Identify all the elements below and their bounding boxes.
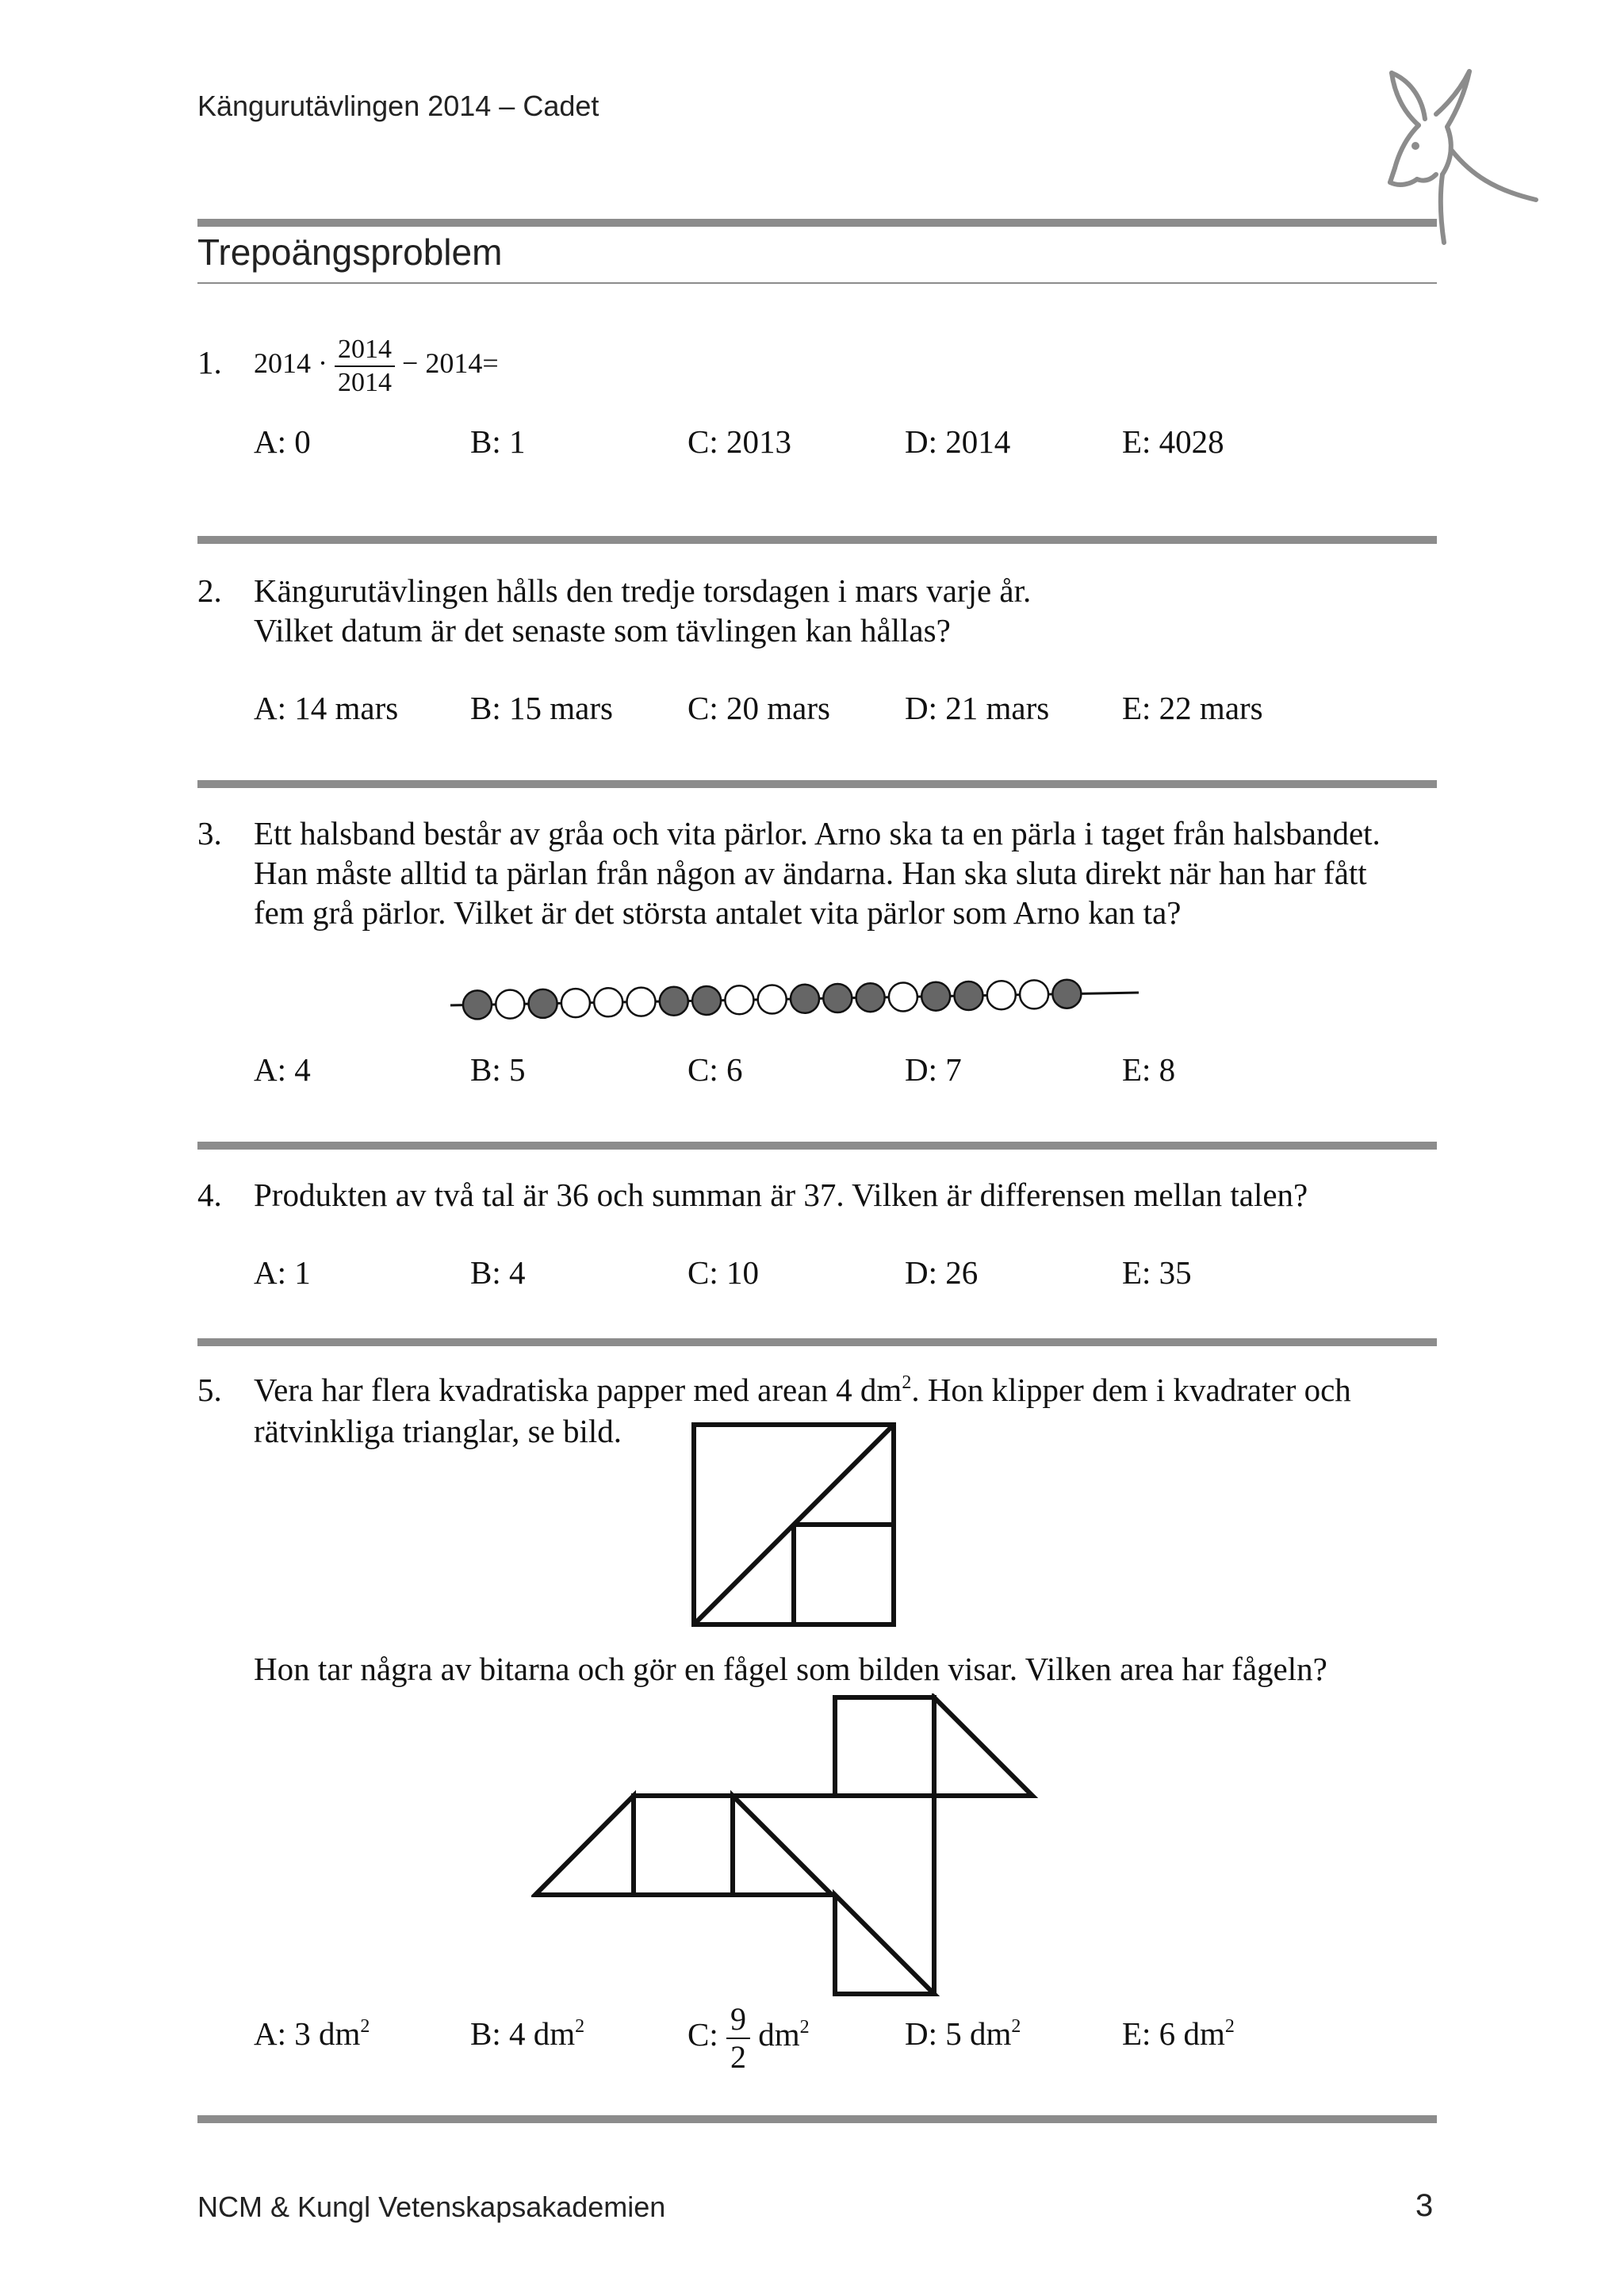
header-title: Kängurutävlingen 2014 – Cadet	[197, 90, 599, 122]
q3-option-c[interactable]: C: 6	[688, 1051, 743, 1088]
bird-neck-square	[835, 1697, 934, 1796]
q1-a: 2014	[254, 347, 311, 379]
page-number: 3	[1415, 2188, 1434, 2223]
q5-option-b[interactable]	[470, 2014, 584, 2053]
bird-tail-triangle	[535, 1796, 634, 1895]
q2-option-b[interactable]: B: 15 mars	[470, 690, 613, 726]
bead-grey	[791, 985, 819, 1013]
q5-question: Hon tar några av bitarna och gör en fågel som bilden visar. Vilken area har fågeln?	[254, 1651, 1327, 1687]
q5-option-d[interactable]	[905, 2014, 1021, 2053]
q5-line-1-rest: . Hon klipper dem i kvadrater och	[911, 1372, 1351, 1408]
q5-option-c-denominator: 2	[730, 2038, 746, 2075]
q3-line-1: Ett halsband består av gråa och vita pärlor. Arno ska ta en pärla i taget från halsbandet.	[254, 815, 1381, 851]
bird-head-triangle	[934, 1697, 1032, 1796]
q2-line-1: Kängurutävlingen hålls den tredje torsdagen i mars varje år.	[254, 572, 1032, 609]
q1-minus: −	[402, 347, 419, 379]
q2-option-a[interactable]: A: 14 mars	[254, 690, 399, 726]
bead-white	[561, 989, 590, 1017]
bead-grey	[660, 987, 688, 1016]
q1-denominator: 2014	[338, 367, 392, 397]
bead-white	[1020, 980, 1048, 1008]
q3-option-a[interactable]: A: 4	[254, 1051, 311, 1088]
q5-option-a-label: A: 3	[254, 2015, 311, 2052]
q5-option-d-label: D: 5	[905, 2015, 962, 2052]
divider-2	[197, 780, 1437, 788]
q2-number: 2.	[197, 572, 222, 609]
q5-option-b-label: B: 4	[470, 2015, 526, 2052]
q3-option-d[interactable]: D: 7	[905, 1051, 962, 1088]
q5-option-e-label: E: 6	[1122, 2015, 1176, 2052]
q5-option-d-sup: 2	[1011, 2016, 1021, 2037]
q5-option-b-unit: dm	[533, 2015, 576, 2052]
q1-b: 2014	[425, 347, 483, 379]
q5-number: 5.	[197, 1372, 222, 1408]
footer-publisher: NCM & Kungl Vetenskapsakademien	[197, 2191, 666, 2223]
bead-white	[889, 983, 917, 1012]
divider-1	[197, 536, 1437, 544]
divider-5	[197, 2115, 1437, 2123]
q5-line-1-text: Vera har flera kvadratiska papper med arean 4 dm	[254, 1372, 902, 1408]
bead-white	[758, 985, 787, 1014]
bead-white	[496, 990, 524, 1019]
bird-body-square-1	[634, 1796, 733, 1895]
bead-grey	[921, 982, 950, 1011]
q3-line-3: fem grå pärlor. Vilket är det största antalet vita pärlor som Arno kan ta?	[254, 894, 1182, 931]
q1-eq: =	[482, 347, 499, 379]
bird-body-triangle	[733, 1796, 832, 1895]
section-underline	[197, 282, 1437, 284]
square-pieces-figure	[691, 1422, 898, 1628]
q4-number: 4.	[197, 1177, 222, 1213]
q3-option-b[interactable]: B: 5	[470, 1051, 526, 1088]
q2-option-e[interactable]: E: 22 mars	[1122, 690, 1263, 726]
bead-grey	[823, 984, 852, 1012]
q5-line-2: rätvinkliga trianglar, se bild.	[254, 1413, 622, 1449]
q5-option-c[interactable]	[688, 1995, 810, 2076]
bird-leg-triangle	[835, 1895, 934, 1994]
section-title: Trepoängsproblem	[197, 232, 503, 273]
q1-fraction	[335, 334, 395, 399]
q1-option-b[interactable]: B: 1	[470, 423, 526, 460]
q4-option-b[interactable]: B: 4	[470, 1254, 526, 1291]
q1-number: 1.	[197, 344, 222, 381]
q1-expression	[254, 323, 499, 403]
q5-option-c-label: C:	[688, 2016, 718, 2053]
q5-option-c-sup: 2	[799, 2017, 810, 2038]
q5-option-b-sup: 2	[575, 2016, 585, 2037]
q3-line-2: Han måste alltid ta pärlan från någon av ändarna. Han ska sluta direkt när han har fått	[254, 855, 1367, 891]
q1-dot: ·	[318, 347, 327, 379]
q1-numerator: 2014	[335, 334, 395, 367]
q1-option-e[interactable]: E: 4028	[1122, 423, 1224, 460]
q5-line-1	[254, 1370, 1351, 1410]
q4-option-a[interactable]: A: 1	[254, 1254, 311, 1291]
q5-option-c-numerator: 9	[726, 2001, 750, 2039]
q3-option-e[interactable]: E: 8	[1122, 1051, 1176, 1088]
q4-text: Produkten av två tal är 36 och summan är 37. Vilken är differensen mellan talen?	[254, 1177, 1308, 1213]
q2-option-c[interactable]: C: 20 mars	[688, 690, 830, 726]
q5-option-e-unit: dm	[1183, 2015, 1225, 2052]
q5-option-a[interactable]	[254, 2014, 370, 2053]
q5-option-c-fraction	[726, 2001, 750, 2076]
bead-grey	[692, 986, 721, 1015]
bead-white	[987, 981, 1016, 1009]
bead-grey	[1052, 980, 1081, 1008]
q5-option-d-unit: dm	[970, 2015, 1012, 2052]
q5-option-c-unit: dm	[758, 2016, 800, 2053]
bird-figure	[531, 1693, 1039, 2011]
divider-3	[197, 1142, 1437, 1150]
bead-grey	[529, 989, 557, 1018]
bead-white	[594, 988, 622, 1016]
bead-grey	[463, 990, 492, 1019]
q5-option-a-unit: dm	[319, 2015, 361, 2052]
q3-number: 3.	[197, 815, 222, 851]
q4-option-d[interactable]: D: 26	[905, 1254, 979, 1291]
q1-option-d[interactable]: D: 2014	[905, 423, 1011, 460]
q4-option-e[interactable]: E: 35	[1122, 1254, 1192, 1291]
q5-option-e[interactable]	[1122, 2014, 1235, 2053]
q2-option-d[interactable]: D: 21 mars	[905, 690, 1050, 726]
q1-option-c[interactable]: C: 2013	[688, 423, 791, 460]
section-top-rule	[197, 219, 1437, 227]
q4-option-c[interactable]: C: 10	[688, 1254, 759, 1291]
necklace-figure	[444, 975, 1142, 1023]
q5-option-a-sup: 2	[360, 2016, 370, 2037]
bead-grey	[856, 983, 885, 1012]
q1-option-a[interactable]: A: 0	[254, 423, 311, 460]
q5-line-1-sup: 2	[902, 1372, 912, 1393]
q5-option-e-sup: 2	[1224, 2016, 1235, 2037]
bead-white	[627, 988, 656, 1016]
bead-white	[725, 985, 753, 1014]
bead-grey	[955, 982, 983, 1010]
q2-line-2: Vilket datum är det senaste som tävlingen kan hållas?	[254, 612, 951, 649]
divider-4	[197, 1338, 1437, 1346]
